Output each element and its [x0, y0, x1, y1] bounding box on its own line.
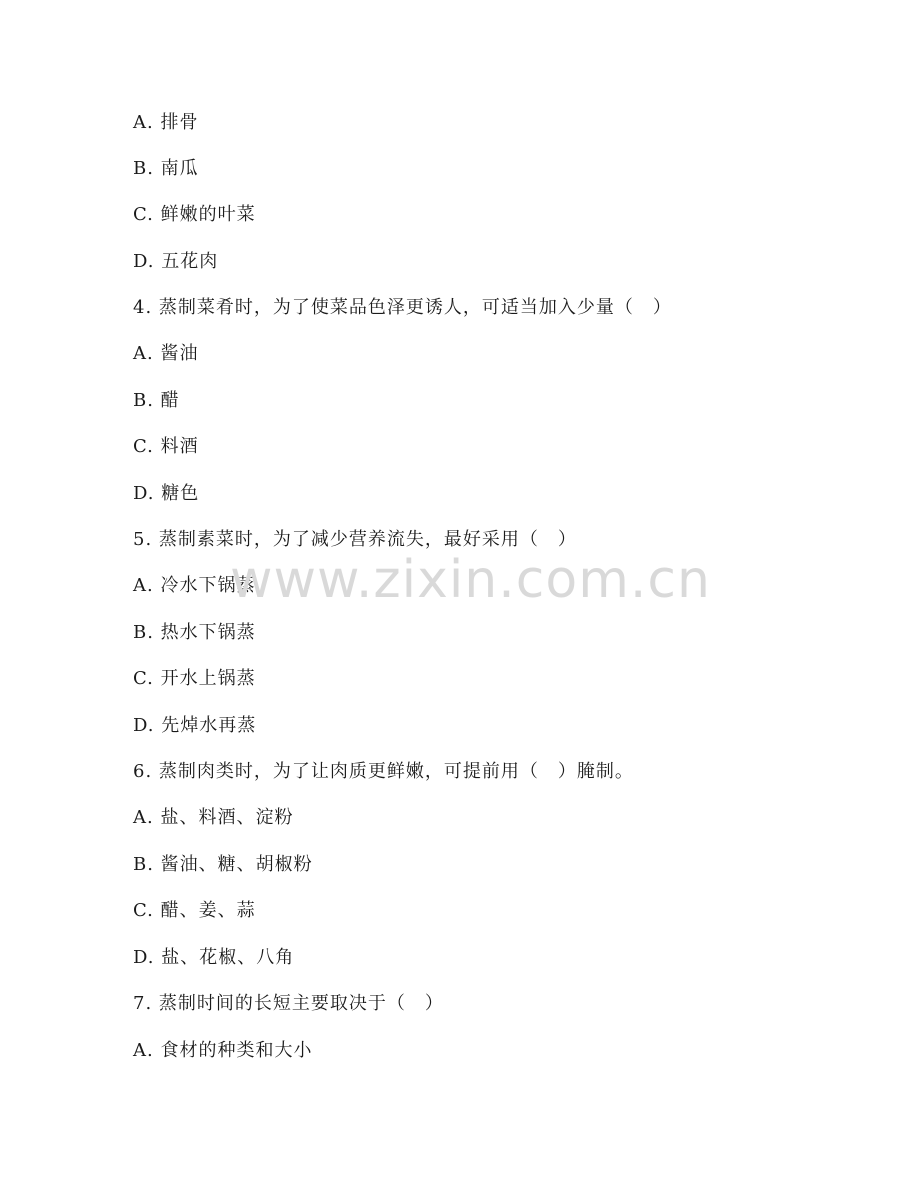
watermark: www.zixin.com.cn [230, 550, 711, 610]
option-c-q5: C. 开水上锅蒸 [133, 668, 256, 689]
option-a-q6: A. 盐、料酒、淀粉 [133, 807, 294, 828]
question-5: 5. 蒸制素菜时，为了减少营养流失，最好采用（ ） [133, 529, 577, 550]
question-4: 4. 蒸制菜肴时，为了使菜品色泽更诱人，可适当加入少量（ ） [133, 297, 672, 318]
option-a-q3: A. 排骨 [133, 112, 199, 133]
question-7: 7. 蒸制时间的长短主要取决于（ ） [133, 993, 444, 1014]
option-a-q7: A. 食材的种类和大小 [133, 1040, 313, 1061]
option-d-q3: D. 五花肉 [133, 251, 219, 272]
option-d-q6: D. 盐、花椒、八角 [133, 947, 295, 968]
option-c-q3: C. 鲜嫩的叶菜 [133, 204, 256, 225]
option-a-q4: A. 酱油 [133, 343, 199, 364]
option-c-q6: C. 醋、姜、蒜 [133, 900, 256, 921]
question-6: 6. 蒸制肉类时，为了让肉质更鲜嫩，可提前用（ ）腌制。 [133, 761, 634, 782]
option-b-q6: B. 酱油、糖、胡椒粉 [133, 854, 313, 875]
option-d-q4: D. 糖色 [133, 483, 200, 504]
option-d-q5: D. 先焯水再蒸 [133, 715, 257, 736]
option-b-q3: B. 南瓜 [133, 158, 199, 179]
option-b-q5: B. 热水下锅蒸 [133, 622, 256, 643]
option-b-q4: B. 醋 [133, 390, 180, 411]
option-c-q4: C. 料酒 [133, 436, 199, 457]
option-a-q5: A. 冷水下锅蒸 [133, 575, 256, 596]
